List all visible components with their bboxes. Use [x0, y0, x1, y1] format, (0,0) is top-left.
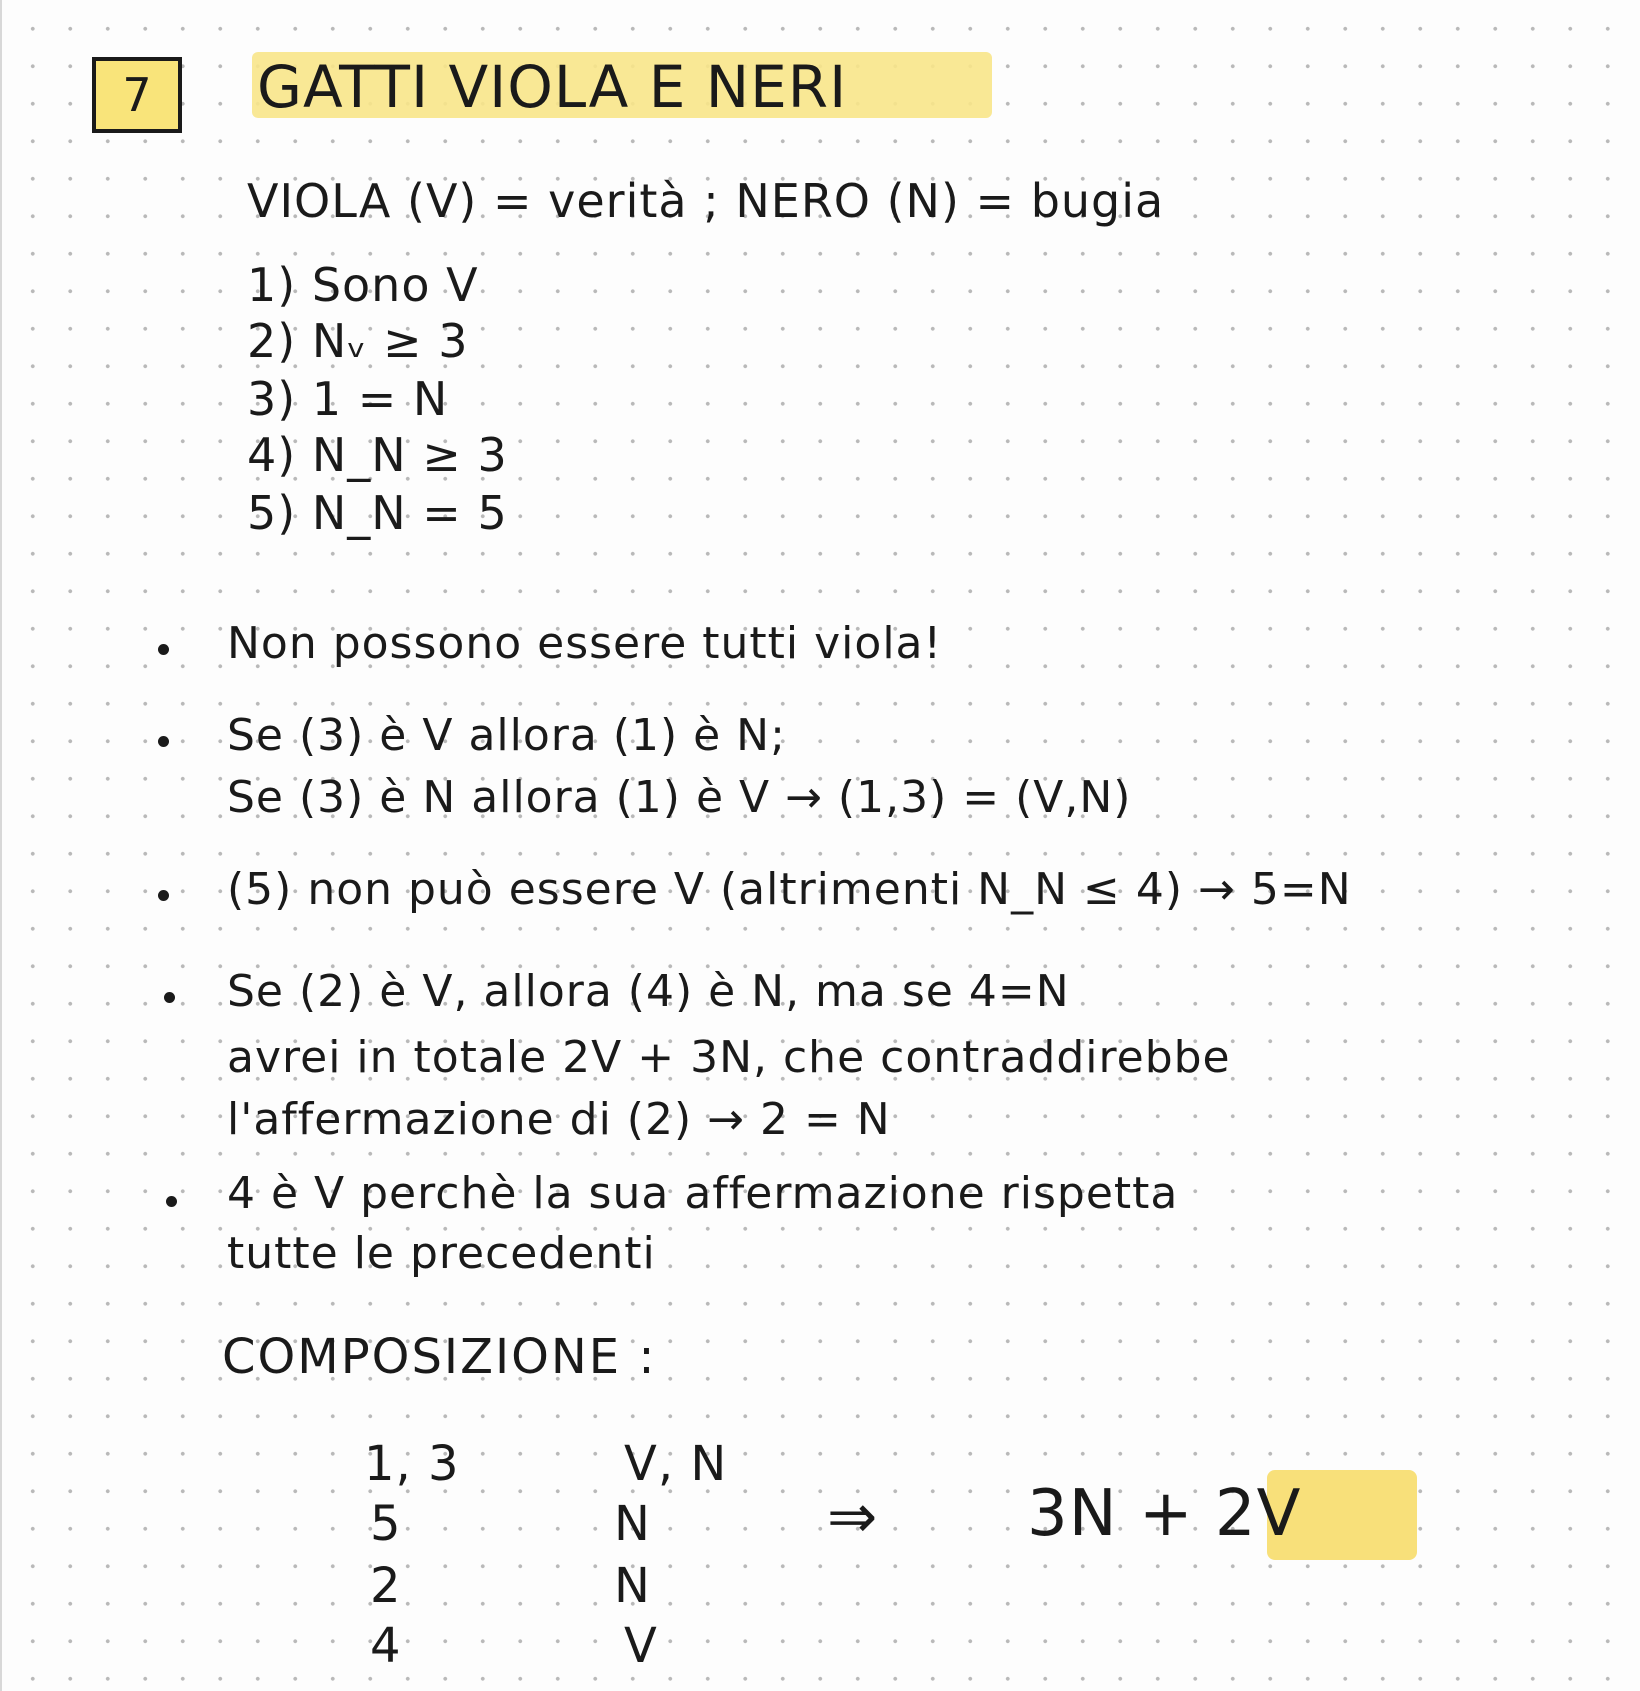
note-2-line-2: Se (3) è N allora (1) è V → (1,3) = (V,N) — [227, 772, 1132, 823]
bullet-1 — [158, 644, 169, 655]
note-5-line-1: 4 è V perchè la sua affermazione rispetta — [227, 1168, 1179, 1219]
statement-4: 4) N_N ≥ 3 — [247, 428, 508, 482]
implies-arrow: ⇒ — [827, 1482, 879, 1552]
bullet-4 — [164, 992, 175, 1003]
comp-cat-1: 1, 3 — [364, 1436, 460, 1492]
bullet-3 — [158, 890, 169, 901]
composition-result: 3N + 2V — [1027, 1477, 1302, 1551]
comp-color-4: V — [624, 1618, 658, 1674]
comp-color-1: V, N — [624, 1436, 728, 1492]
comp-cat-3: 2 — [370, 1558, 402, 1614]
statement-5: 5) N_N = 5 — [247, 486, 508, 540]
statement-3: 3) 1 = N — [247, 372, 449, 426]
note-5-line-2: tutte le precedenti — [227, 1228, 656, 1279]
bullet-5 — [166, 1196, 177, 1207]
note-3-line-1: (5) non può essere V (altrimenti N_N ≤ 4) → 5=N — [227, 864, 1352, 915]
note-4-line-3: l'affermazione di (2) → 2 = N — [227, 1094, 891, 1145]
statement-2: 2) Nᵥ ≥ 3 — [247, 314, 469, 368]
composition-title: COMPOSIZIONE : — [222, 1329, 657, 1385]
comp-cat-4: 4 — [370, 1618, 402, 1674]
page-title: GATTI VIOLA E NERI — [257, 53, 848, 121]
comp-cat-2: 5 — [370, 1496, 402, 1552]
problem-number: 7 — [92, 57, 182, 133]
comp-color-2: N — [614, 1496, 651, 1552]
note-4-line-2: avrei in totale 2V + 3N, che contraddirebbe — [227, 1032, 1231, 1083]
note-2-line-1: Se (3) è V allora (1) è N; — [227, 710, 786, 761]
note-1-line-1: Non possono essere tutti viola! — [227, 618, 943, 669]
comp-color-3: N — [614, 1558, 651, 1614]
bullet-2 — [158, 736, 169, 747]
definitions-line: VIOLA (V) = verità ; NERO (N) = bugia — [247, 174, 1165, 228]
statement-1: 1) Sono V — [247, 258, 479, 312]
note-4-line-1: Se (2) è V, allora (4) è N, ma se 4=N — [227, 966, 1070, 1017]
